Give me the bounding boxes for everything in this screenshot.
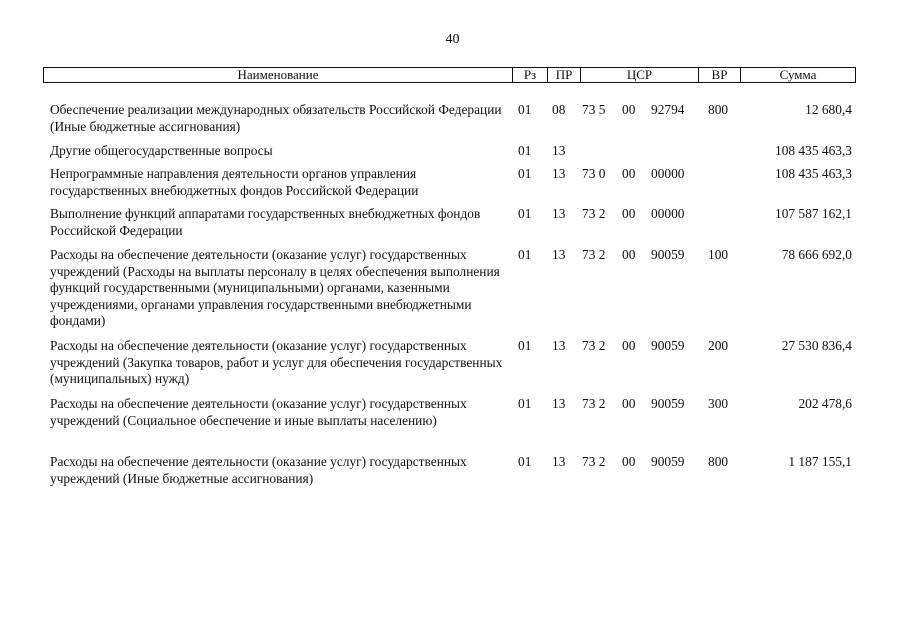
- row-name: Непрограммные направления деятельности органов управления государственных внебюджетных фондов Российской Федерации: [50, 166, 419, 198]
- row-pr: 08: [552, 102, 566, 117]
- row-vr: 200: [708, 338, 729, 353]
- row-csr-program: 73 0: [582, 166, 606, 181]
- row-pr: 13: [552, 206, 566, 221]
- row-rz: 01: [518, 454, 532, 469]
- row-name: Обеспечение реализации международных обязательств Российской Федерации (Иные бюджетные ассигнования): [50, 102, 502, 134]
- row-vr: 300: [708, 396, 729, 411]
- row-csr-program: 73 2: [582, 454, 606, 469]
- row-csr-subprogram: 00: [622, 338, 636, 353]
- row-rz: 01: [518, 206, 532, 221]
- page-number: 40: [445, 32, 460, 47]
- row-rz: 01: [518, 102, 532, 117]
- row-name: Расходы на обеспечение деятельности (оказание услуг) государственных учреждений (Закупка товаров, работ и услуг для обеспечения государственных (муниципальных) нужд): [50, 338, 503, 387]
- row-name: Расходы на обеспечение деятельности (оказание услуг) государственных учреждений (Расходы на выплаты персоналу в целях обеспечения выполнения функций государственными (муниципальными) органами, казенными учреждениями, органами управления государственными внебюджетными фондами): [50, 247, 500, 329]
- header-pr: ПР: [548, 68, 581, 82]
- row-csr-subprogram: 00: [622, 166, 636, 181]
- table-header: [43, 67, 856, 83]
- row-name: Выполнение функций аппаратами государственных внебюджетных фондов Российской Федерации: [50, 206, 481, 238]
- row-csr-direction: 90059: [651, 454, 685, 469]
- row-pr: 13: [552, 143, 566, 158]
- row-rz: 01: [518, 396, 532, 411]
- row-csr-direction: 92794: [651, 102, 685, 117]
- row-csr-program: 73 2: [582, 206, 606, 221]
- row-rz: 01: [518, 143, 532, 158]
- row-csr-subprogram: 00: [622, 102, 636, 117]
- row-vr: 800: [708, 102, 729, 117]
- row-pr: 13: [552, 396, 566, 411]
- row-pr: 13: [552, 247, 566, 262]
- row-rz: 01: [518, 247, 532, 262]
- row-sum: 1 187 155,1: [788, 454, 852, 469]
- row-csr-subprogram: 00: [622, 206, 636, 221]
- row-vr: 100: [708, 247, 729, 262]
- row-csr-direction: 90059: [651, 396, 685, 411]
- row-csr-direction: 00000: [651, 166, 685, 181]
- row-rz: 01: [518, 166, 532, 181]
- row-csr-direction: 90059: [651, 247, 685, 262]
- row-csr-direction: 90059: [651, 338, 685, 353]
- row-csr-program: 73 5: [582, 102, 606, 117]
- row-pr: 13: [552, 166, 566, 181]
- row-csr-program: 73 2: [582, 396, 606, 411]
- row-name: Расходы на обеспечение деятельности (оказание услуг) государственных учреждений (Иные бюджетные ассигнования): [50, 454, 467, 486]
- row-sum: 107 587 162,1: [775, 206, 852, 221]
- row-csr-subprogram: 00: [622, 454, 636, 469]
- row-csr-direction: 00000: [651, 206, 685, 221]
- row-pr: 13: [552, 454, 566, 469]
- row-sum: 108 435 463,3: [775, 166, 852, 181]
- header-vr: ВР: [699, 68, 741, 82]
- row-csr-subprogram: 00: [622, 247, 636, 262]
- row-rz: 01: [518, 338, 532, 353]
- row-name: Расходы на обеспечение деятельности (оказание услуг) государственных учреждений (Социальное обеспечение и иные выплаты населению): [50, 396, 467, 428]
- header-name: Наименование: [44, 68, 513, 82]
- row-pr: 13: [552, 338, 566, 353]
- row-csr-program: 73 2: [582, 338, 606, 353]
- row-sum: 108 435 463,3: [775, 143, 852, 158]
- row-csr-subprogram: 00: [622, 396, 636, 411]
- row-vr: 800: [708, 454, 729, 469]
- header-sum: Сумма: [779, 67, 817, 82]
- row-sum: 202 478,6: [798, 396, 852, 411]
- row-sum: 12 680,4: [805, 102, 852, 117]
- row-csr-program: 73 2: [582, 247, 606, 262]
- header-csr: ЦСР: [581, 68, 699, 82]
- row-name: Другие общегосударственные вопросы: [50, 143, 273, 158]
- row-sum: 27 530 836,4: [781, 338, 852, 353]
- row-sum: 78 666 692,0: [781, 247, 852, 262]
- header-rz: Рз: [513, 68, 548, 82]
